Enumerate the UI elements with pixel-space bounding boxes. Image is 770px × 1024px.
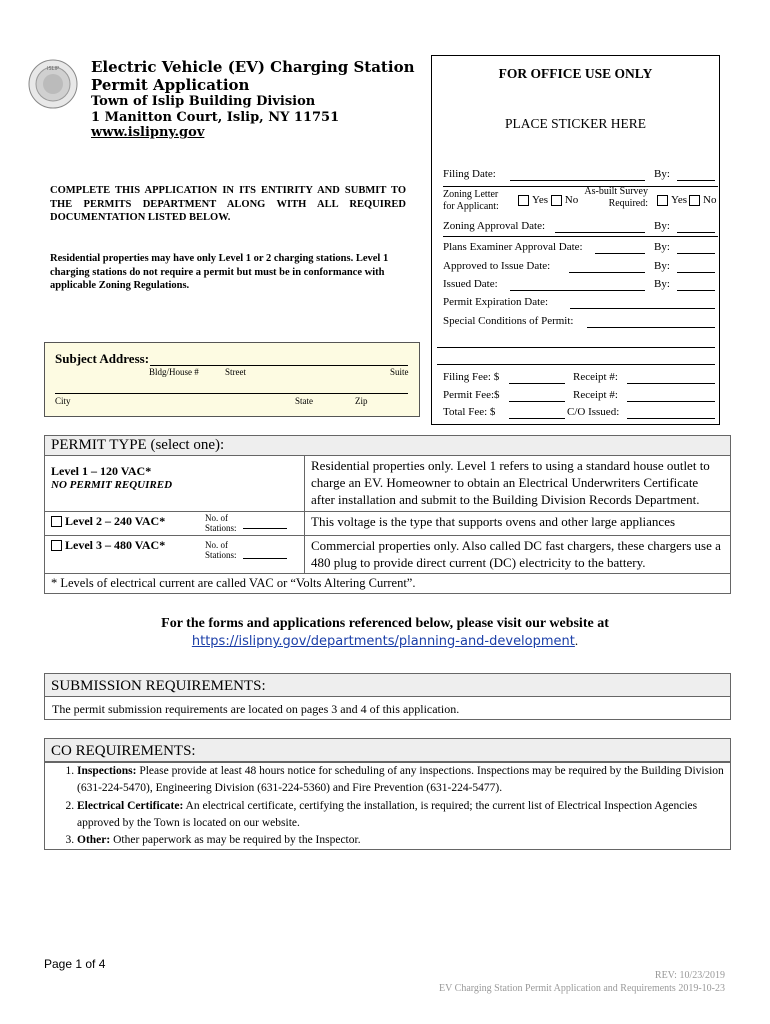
approved-issue-label: Approved to Issue Date: [443, 260, 551, 272]
subject-address-line1[interactable] [150, 365, 408, 366]
zoning-no-checkbox[interactable] [551, 195, 562, 206]
permit-fee-field[interactable] [509, 401, 565, 402]
zoning-by-field[interactable] [677, 232, 715, 233]
level1-cell [45, 456, 305, 512]
title-line1: Electric Vehicle (EV) Charging Station [91, 58, 415, 76]
co-requirement-item [77, 832, 726, 849]
level2-stations-field[interactable] [243, 528, 287, 529]
plans-by-field[interactable] [677, 253, 715, 254]
co-requirement-item [77, 798, 726, 833]
by-label: By: [654, 220, 670, 232]
office-heading: FOR OFFICE USE ONLY [498, 66, 653, 81]
co-requirements-list [44, 762, 731, 850]
co-issued-label: C/O Issued: [567, 406, 620, 418]
total-fee-field[interactable] [509, 418, 565, 419]
filing-date-label: Filing Date: [443, 168, 496, 180]
issued-date-field[interactable] [510, 290, 645, 291]
completion-instructions: COMPLETE THIS APPLICATION IN ITS ENTIRITY AND SUBMIT TO THE PERMITS DEPARTMENT ALONG WITH ALL REQUIRED DOCUMENTATION LISTED BELOW. [50, 185, 406, 224]
office-use-box [431, 55, 720, 425]
by-label: By: [654, 278, 670, 290]
level1-desc: Residential properties only. Level 1 refers to using a standard house outlet to charge an EV. Homeowner to obtain an Electrical Underwriters Certificate after installation and submit to the Building Division Records Department. [305, 456, 731, 512]
org-name: Town of Islip Building Division [91, 94, 316, 109]
no-label: No [564, 194, 579, 206]
special-conditions-line3[interactable] [437, 364, 715, 365]
permit-type-table [44, 455, 731, 594]
forms-url-link[interactable]: https://islipny.gov/departments/planning-and-development [191, 634, 575, 649]
level2-stations-label: No. of Stations: [205, 512, 237, 533]
filing-fee-label: Filing Fee: $ [443, 371, 500, 383]
special-conditions-line2[interactable] [437, 347, 715, 348]
zoning-approval-field[interactable] [555, 232, 645, 233]
asbuilt-yes-no [657, 194, 716, 206]
co-requirement-label: Inspections: [77, 765, 137, 777]
filing-fee-field[interactable] [509, 383, 565, 384]
document-id: EV Charging Station Permit Application and Requirements 2019-10-23 [439, 983, 725, 994]
by-label: By: [654, 260, 670, 272]
co-requirement-text: Other paperwork as may be required by the Inspector. [110, 834, 361, 846]
co-requirement-text: Please provide at least 48 hours notice for scheduling of any inspections. Inspections may be required by the Building Division (631-224-5470), Engineering Division (631-224-5360) and Fire Prevention (631-224-5477). [77, 765, 724, 795]
website-link[interactable]: www.islipny.gov [91, 125, 205, 141]
revision-label: REV: 10/23/2019 [654, 970, 725, 981]
divider [443, 186, 718, 187]
zip-label: Zip [355, 396, 368, 406]
filing-date-field[interactable] [510, 180, 645, 181]
town-seal-logo [28, 58, 78, 110]
permit-fee-label: Permit Fee:$ [443, 389, 500, 401]
co-requirement-label: Electrical Certificate: [77, 799, 184, 812]
co-requirement-label: Other: [77, 834, 111, 846]
permit-exp-label: Permit Expiration Date: [443, 296, 549, 308]
forms-url-line [0, 633, 770, 649]
receipt-label: Receipt #: [573, 371, 618, 383]
subject-address-line2[interactable] [55, 393, 408, 394]
header-block [91, 58, 414, 141]
svg-text:ISLIP: ISLIP [47, 66, 59, 72]
city-label: City [55, 396, 71, 406]
permit-type-heading: PERMIT TYPE (select one): [44, 435, 731, 456]
asbuilt-label: As-built Survey Required: [584, 186, 648, 209]
permit-exp-field[interactable] [570, 308, 715, 309]
co-requirement-item [77, 763, 726, 798]
plans-examiner-label: Plans Examiner Approval Date: [443, 241, 583, 253]
level3-label: Level 3 – 480 VAC* [65, 537, 166, 552]
receipt-field-1[interactable] [627, 383, 715, 384]
co-issued-field[interactable] [627, 418, 715, 419]
no-label: No [703, 194, 717, 206]
level3-desc: Commercial properties only. Also called DC fast chargers, these chargers use a 480 plug to provide direct current (DC) electricity to the battery. [305, 535, 731, 574]
special-conditions-field[interactable] [587, 327, 715, 328]
level3-stations-label: No. of Stations: [205, 539, 237, 560]
subject-address-box [44, 342, 420, 417]
vac-footnote: * Levels of electrical current are called VAC or “Volts Altering Current”. [45, 574, 731, 594]
forms-url-period: . [574, 633, 579, 648]
by-label: By: [654, 168, 670, 180]
zoning-yes-no [518, 194, 578, 206]
state-label: State [295, 396, 313, 406]
submission-heading: SUBMISSION REQUIREMENTS: [44, 673, 731, 697]
receipt-label: Receipt #: [573, 389, 618, 401]
street-label: Street [225, 367, 246, 377]
sticker-area: PLACE STICKER HERE [504, 116, 646, 131]
by-label: By: [654, 241, 670, 253]
page-number: Page 1 of 4 [44, 957, 106, 971]
bldg-label: Bldg/House # [149, 367, 199, 377]
submission-text: The permit submission requirements are located on pages 3 and 4 of this application. [44, 696, 731, 720]
total-fee-label: Total Fee: $ [443, 406, 496, 418]
level3-cell [45, 535, 305, 574]
level2-checkbox[interactable] [51, 516, 62, 527]
level2-cell [45, 511, 305, 535]
asbuilt-yes-checkbox[interactable] [657, 195, 668, 206]
issued-date-label: Issued Date: [443, 278, 498, 290]
zoning-letter-label: Zoning Letter for Applicant: [443, 189, 499, 212]
yes-label: Yes [671, 194, 688, 206]
divider [443, 236, 718, 237]
approved-issue-field[interactable] [569, 272, 645, 273]
plans-examiner-field[interactable] [595, 253, 645, 254]
approved-by-field[interactable] [677, 272, 715, 273]
level2-desc: This voltage is the type that supports ovens and other large appliances [305, 511, 731, 535]
level1-label: Level 1 – 120 VAC* [51, 464, 152, 478]
level3-checkbox[interactable] [51, 540, 62, 551]
yes-label: Yes [532, 194, 549, 206]
residential-note: Residential properties may have only Level 1 or 2 charging stations. Level 1 charging stations do not require a permit but must be in conformance with applicable Zoning Regulations. [50, 253, 389, 292]
suite-label: Suite [390, 367, 409, 377]
title-line2: Permit Application [91, 76, 250, 94]
zoning-approval-label: Zoning Approval Date: [443, 220, 546, 232]
filing-by-field[interactable] [677, 180, 715, 181]
co-requirement-text: An electrical certificate, certifying the installation, is required; the current list of Electrical Inspection Agencies approved by the Town is located on our website. [77, 799, 698, 829]
forms-notice: For the forms and applications referenced below, please visit our website at [161, 616, 609, 631]
zoning-yes-checkbox[interactable] [518, 195, 529, 206]
receipt-field-2[interactable] [627, 401, 715, 402]
org-address: 1 Manitton Court, Islip, NY 11751 [91, 109, 340, 125]
co-heading: CO REQUIREMENTS: [44, 738, 731, 762]
level1-note: NO PERMIT REQUIRED [51, 479, 173, 491]
special-conditions-label: Special Conditions of Permit: [443, 315, 574, 327]
level2-label: Level 2 – 240 VAC* [65, 513, 166, 528]
level3-stations-field[interactable] [243, 558, 287, 559]
subject-address-label: Subject Address: [55, 351, 150, 366]
issued-by-field[interactable] [677, 290, 715, 291]
asbuilt-no-checkbox[interactable] [689, 195, 700, 206]
